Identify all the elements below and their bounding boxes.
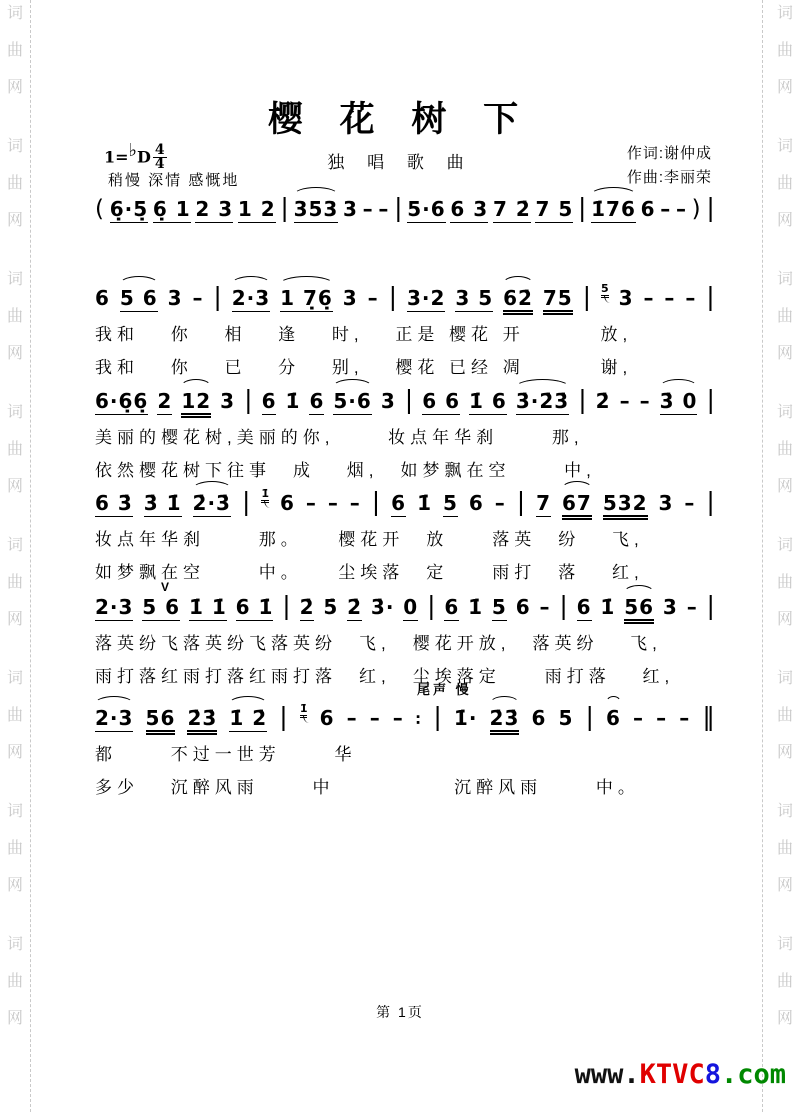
watermark-group: [7, 802, 23, 913]
watermark-char: 网: [776, 212, 793, 229]
note-token: 3·2: [406, 286, 446, 310]
bar-token: |: [433, 702, 442, 731]
note-token: 5·6: [407, 197, 446, 221]
watermark-char: 曲: [776, 973, 793, 990]
dash-token: –: [656, 706, 668, 730]
bar-token: |: [578, 385, 587, 414]
notes-row: [95, 182, 715, 223]
watermark-char: 网: [776, 1010, 793, 1027]
score-line-2: [95, 271, 715, 381]
bar-token: |: [427, 591, 436, 620]
note-token: 7: [536, 491, 552, 515]
note-token: 1̇ 1̇: [188, 595, 227, 619]
note-token: 6: [279, 491, 295, 515]
lyricist-credit: 作词:谢仲成: [626, 145, 712, 162]
rep-token: ∶: [415, 711, 422, 729]
watermark-group: [777, 802, 793, 913]
watermark-char: 词: [6, 5, 23, 22]
key-prefix: 1=: [104, 147, 129, 167]
note-token: 6̣·5̣: [109, 197, 149, 221]
note-token: 7 2̇: [492, 197, 531, 221]
tempo-marking: 稍慢 深情 感慨地: [108, 172, 240, 189]
ktvc8-logo[interactable]: [575, 1059, 786, 1090]
watermark-char: 网: [6, 877, 23, 894]
dash-token: –: [192, 286, 204, 310]
watermark-char: 曲: [6, 441, 23, 458]
dash-token: –: [686, 595, 698, 619]
note-token: 6 3̇: [95, 491, 133, 515]
note-token: 2·3: [231, 286, 271, 310]
bar-token: |: [577, 193, 587, 222]
dash-token: –: [327, 491, 339, 515]
bar-token: |: [280, 193, 289, 222]
paren-token: ): [691, 196, 702, 222]
time-signature-numerator: 4: [154, 142, 165, 159]
note-token: 1̇: [417, 491, 432, 515]
bar-token: |: [706, 487, 715, 516]
note-token: 1̇: [468, 595, 484, 619]
note-token: 2̇3̇: [187, 706, 217, 735]
note-token: 6: [95, 286, 110, 310]
bar-token: ‖: [702, 702, 715, 731]
watermark-char: 词: [776, 803, 793, 820]
watermark-char: 网: [776, 478, 793, 495]
bar-token: |: [516, 487, 526, 516]
bar-token: |: [213, 282, 222, 311]
note-token: 2: [157, 389, 173, 413]
watermark-char: 网: [6, 79, 23, 96]
logo-part: .com: [720, 1059, 786, 1090]
watermark-char: 网: [6, 345, 23, 362]
note-token: 2̇3̇: [490, 706, 520, 735]
note-token: 6: [319, 706, 335, 730]
notes-row: [95, 476, 715, 520]
notes-row: [95, 271, 715, 315]
note-token: 6 3: [450, 197, 489, 221]
watermark-char: 词: [6, 404, 23, 421]
dash-token: –: [378, 197, 390, 221]
note-token: 5: [491, 595, 507, 619]
note-token: 5 6: [142, 595, 181, 619]
bar-token: |: [706, 282, 715, 311]
note-token: 6: [576, 595, 592, 619]
note-token: 6: [515, 595, 531, 619]
note-token: 6: [531, 706, 547, 730]
watermark-char: 网: [776, 744, 793, 761]
dash-token: –: [619, 389, 631, 413]
note-token: 3: [662, 595, 678, 619]
watermark-group: [7, 403, 23, 514]
watermark-char: 曲: [6, 175, 23, 192]
note-token: 353: [293, 197, 339, 221]
note-token: 2·3: [95, 595, 134, 619]
flat-sign-icon: ♭: [128, 140, 138, 161]
note-token: 3̇·2̇3̇: [515, 389, 570, 413]
note-token: 2 3: [195, 197, 234, 221]
bar-token: |: [559, 591, 568, 620]
bar-token: |: [279, 702, 288, 731]
watermark-char: 网: [776, 345, 793, 362]
lyric-row-2: 如梦飘在空 中。 尘埃落 定 雨打 落 红,: [95, 563, 644, 582]
dash-token: –: [684, 491, 696, 515]
dash-token: –: [664, 286, 676, 310]
score-line-4: [95, 476, 715, 586]
watermark-char: 词: [6, 670, 23, 687]
bar-token: |: [706, 193, 715, 222]
lyric-row-1: 都 不过一世芳 华: [95, 745, 357, 764]
key-signature: [104, 140, 167, 171]
watermark-char: 网: [6, 212, 23, 229]
watermark-char: 词: [776, 404, 793, 421]
key-letter: D: [137, 147, 151, 167]
note-token: 3̇ 0: [659, 389, 698, 413]
note-token: 3 5: [455, 286, 494, 310]
time-signature: [153, 144, 167, 171]
watermark-char: 曲: [6, 42, 23, 59]
watermark-char: 网: [776, 79, 793, 96]
dash-token: –: [639, 389, 651, 413]
watermark-char: 网: [6, 1010, 23, 1027]
note-token: 5̇: [323, 595, 339, 619]
note-token: 2·3: [95, 706, 134, 730]
note-token: 62̇: [503, 286, 533, 315]
watermark-char: 曲: [776, 441, 793, 458]
note-token: 5: [558, 706, 574, 730]
watermark-char: 词: [776, 138, 793, 155]
watermark-char: 词: [776, 936, 793, 953]
note-token: 6: [261, 389, 277, 413]
bar-token: |: [706, 385, 715, 414]
watermark-char: 曲: [776, 42, 793, 59]
logo-part: KTVC: [639, 1059, 705, 1090]
note-token: 6: [309, 389, 325, 413]
notes-row: [95, 580, 715, 624]
grace-token: 1̇: [300, 703, 308, 718]
notes-row: [95, 691, 715, 735]
notes-row: [95, 374, 715, 418]
watermark-group: [7, 270, 23, 381]
time-signature-denominator: 4: [154, 156, 165, 173]
note-token: 2̇·3̇: [192, 491, 231, 515]
watermark-char: 词: [6, 936, 23, 953]
note-token: 3: [343, 197, 358, 221]
bar-token: |: [706, 591, 715, 620]
watermark-char: 词: [6, 537, 23, 554]
note-token: 6: [444, 595, 460, 619]
note-token: 2̇: [595, 389, 611, 413]
watermark-char: 词: [776, 537, 793, 554]
coda-label: 尾声 慢: [417, 682, 472, 697]
watermark-group: [777, 536, 793, 647]
watermark-group: [777, 270, 793, 381]
watermark-char: 曲: [776, 574, 793, 591]
watermark-char: 网: [6, 611, 23, 628]
note-token: 1̇ 6: [469, 389, 507, 413]
note-token: 56: [146, 706, 176, 735]
note-token: 6: [391, 491, 407, 515]
watermark-char: 曲: [776, 308, 793, 325]
watermark-char: 曲: [6, 973, 23, 990]
note-token: 67: [562, 491, 592, 520]
lyric-row-1: 妆点年华刹 那。 樱花开 放 落英 纷 飞,: [95, 530, 644, 549]
score-line-1: [95, 182, 715, 223]
watermark-char: 词: [6, 803, 23, 820]
watermark-char: 词: [776, 5, 793, 22]
dash-token: –: [367, 286, 379, 310]
watermark-group: [777, 669, 793, 780]
watermark-group: [7, 669, 23, 780]
watermark-char: 曲: [6, 308, 23, 325]
logo-part: 8: [704, 1059, 721, 1090]
note-token: 1̇·: [453, 706, 478, 730]
note-token: 6·6̣6̣: [95, 389, 149, 413]
dash-token: –: [539, 595, 551, 619]
bar-token: |: [371, 487, 381, 516]
lyric-row-1: 我和 你 相 逢 时, 正是 樱花 开 放,: [95, 325, 633, 344]
note-token: 3: [658, 491, 674, 515]
watermark-char: 曲: [776, 707, 793, 724]
watermark-char: 词: [6, 138, 23, 155]
note-token: 3: [342, 286, 358, 310]
bar-token: |: [394, 193, 403, 222]
note-token: 5 6: [119, 286, 158, 310]
dash-token: –: [643, 286, 655, 310]
lyric-row-1: 落英纷飞落英纷飞落英纷 飞, 樱花开放, 落英纷 飞,: [95, 634, 662, 653]
dash-token: –: [679, 706, 691, 730]
note-token: 5·6: [333, 389, 372, 413]
page-number: 第 1页: [376, 1004, 424, 1020]
note-token: 56: [624, 595, 654, 624]
note-token: 5: [442, 491, 458, 515]
note-token: 3̇ 1̇: [143, 491, 182, 515]
bar-token: |: [244, 385, 253, 414]
score-line-5: [95, 580, 715, 690]
watermark-char: 曲: [6, 707, 23, 724]
note-token: 6̣ 1: [152, 197, 191, 221]
composer-credit: 作曲:李丽荣: [626, 169, 712, 186]
breath-mark: V: [161, 580, 170, 594]
note-token: 532: [603, 491, 648, 520]
dash-token: –: [675, 197, 687, 221]
dash-token: –: [305, 491, 317, 515]
bar-token: |: [282, 591, 291, 620]
bar-token: |: [388, 282, 398, 311]
lyric-row-1: 美丽的樱花树,美丽的你, 妆点年华刹 那,: [95, 428, 584, 447]
note-token: 7 5: [535, 197, 574, 221]
lyric-row-2: 依然樱花树下往事 成 烟, 如梦飘在空 中,: [95, 461, 596, 480]
note-token: 6: [468, 491, 484, 515]
paren-token: (: [95, 196, 105, 222]
bar-token: |: [241, 487, 251, 516]
note-token: 2̇: [347, 595, 363, 619]
watermark-group: [7, 935, 23, 1046]
watermark-char: 曲: [6, 840, 23, 857]
note-token: 1 7̣6̣: [280, 286, 333, 310]
note-token: 2̇: [299, 595, 315, 619]
note-token: 1̇ 2̇: [229, 706, 268, 730]
dash-token: –: [362, 197, 374, 221]
note-token: 3: [167, 286, 183, 310]
watermark-char: 网: [6, 744, 23, 761]
lyric-row-2: 多少 沉醉风雨 中 沉醉风雨 中。: [95, 778, 640, 797]
bar-token: |: [585, 702, 594, 731]
dash-token: –: [633, 706, 645, 730]
song-title: 樱 花 树 下: [267, 100, 533, 139]
dash-token: –: [346, 706, 358, 730]
note-token: 3: [380, 389, 396, 413]
note-token: 6 6: [422, 389, 461, 413]
note-token: 3̇·: [370, 595, 395, 619]
grace-token: 1̇: [261, 488, 269, 503]
dash-token: –: [685, 286, 697, 310]
note-token: 1 2: [237, 197, 276, 221]
watermark-char: 曲: [776, 840, 793, 857]
dash-token: –: [660, 197, 672, 221]
watermark-group: [7, 536, 23, 647]
note-token: 6: [640, 197, 656, 221]
bar-token: |: [404, 385, 414, 414]
score-line-3: [95, 374, 715, 484]
lyric-row-2: 我和 你 已 分 别, 樱花 已经 凋 谢,: [95, 358, 633, 377]
watermark-group: [777, 403, 793, 514]
watermark-char: 词: [6, 271, 23, 288]
note-token: 3: [618, 286, 634, 310]
watermark-char: 曲: [776, 175, 793, 192]
song-subtitle: 独 唱 歌 曲: [327, 153, 473, 172]
dash-token: –: [392, 706, 404, 730]
note-token: 1̇: [285, 389, 301, 413]
note-token: 12: [181, 389, 211, 418]
note-token: 0: [403, 595, 419, 619]
watermark-char: 词: [776, 271, 793, 288]
note-token: 75: [543, 286, 573, 315]
watermark-group: [777, 935, 793, 1046]
watermark-char: 网: [776, 877, 793, 894]
bar-token: |: [582, 282, 592, 311]
dash-token: –: [369, 706, 381, 730]
logo-part: www.: [574, 1059, 640, 1090]
dash-token: –: [349, 491, 361, 515]
note-token: 1̇76: [591, 197, 636, 221]
watermark-char: 网: [6, 478, 23, 495]
lyric-row-2: 雨打落红雨打落红雨打落 红, 尘埃落定 雨打落 红,: [95, 667, 675, 686]
watermark-char: 词: [776, 670, 793, 687]
watermark-char: 网: [776, 611, 793, 628]
dash-token: –: [494, 491, 506, 515]
watermark-char: 曲: [6, 574, 23, 591]
note-token: 6 1̇: [235, 595, 274, 619]
note-token: 6: [606, 706, 621, 730]
note-token: 3: [220, 389, 236, 413]
note-token: 1̇: [600, 595, 616, 619]
grace-token: 5: [601, 283, 609, 298]
score-line-6: [95, 682, 715, 801]
